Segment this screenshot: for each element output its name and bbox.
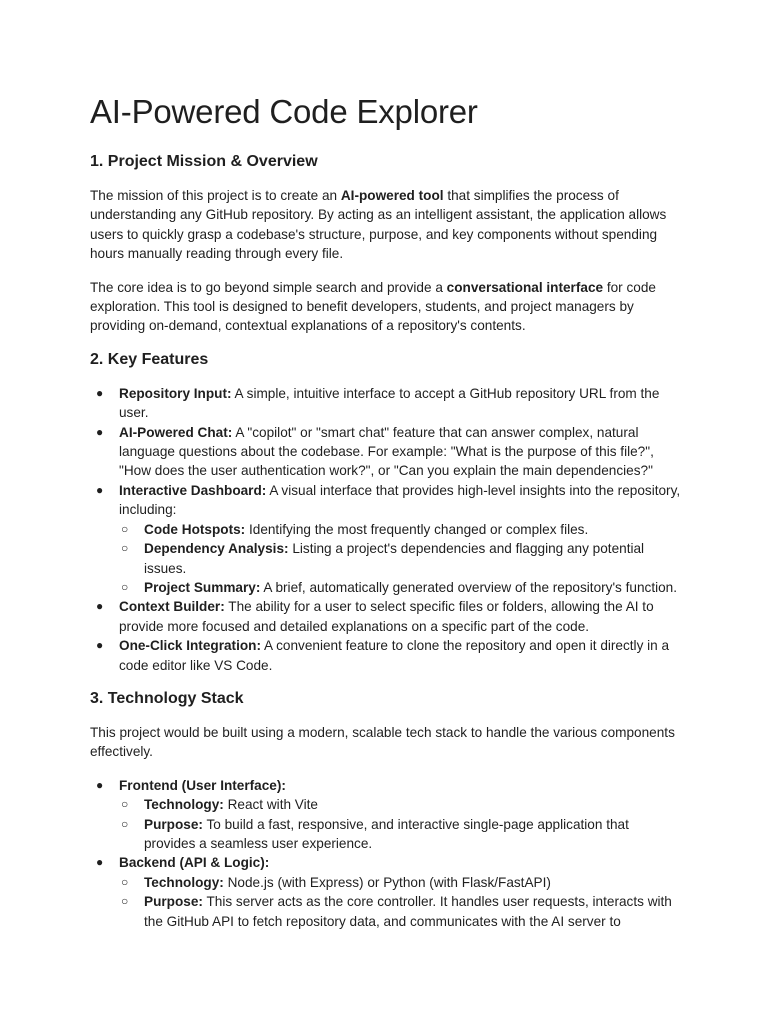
bullet-icon: ● xyxy=(96,424,104,439)
sub-text: Node.js (with Express) or Python (with Flask/FastAPI) xyxy=(223,874,551,890)
feature-label: One-Click Integration: xyxy=(119,638,261,654)
sub-text: This server acts as the core controller. It handles user requests, interacts with the GitHub API to fetch repository data, and communicates with the AI server to xyxy=(144,894,672,929)
circle-bullet-icon: ○ xyxy=(121,894,129,909)
feature-text: A convenient feature to clone the repository and open it directly in a code editor like VS Code. xyxy=(119,638,670,673)
section-heading-tech-stack: 3. Technology Stack xyxy=(90,689,244,707)
list-item-dashboard xyxy=(90,481,682,597)
list-item-ai-chat xyxy=(90,423,682,481)
document-title: AI-Powered Code Explorer xyxy=(90,93,478,130)
feature-text: A "copilot" or "smart chat" feature that can answer complex, natural language questions about the codebase. For example: "What is the purpose of this file?", "How does the user authentication work?", or "Can you explain the main dependencies?" xyxy=(119,424,654,479)
circle-bullet-icon: ○ xyxy=(121,521,129,536)
bullet-icon: ● xyxy=(96,638,104,653)
circle-bullet-icon: ○ xyxy=(121,797,129,812)
feature-text: A simple, intuitive interface to accept a GitHub repository URL from the user. xyxy=(119,385,660,421)
bullet-icon: ● xyxy=(96,599,104,614)
list-item-one-click-integration xyxy=(90,636,682,675)
list-item-backend xyxy=(90,853,682,931)
mission-paragraph xyxy=(90,186,682,264)
feature-text: A visual interface that provides high-level insights into the repository, including: xyxy=(119,482,681,518)
feature-label: Repository Input: xyxy=(119,385,232,401)
sub-text: Listing a project's dependencies and flagging any potential issues. xyxy=(144,541,645,576)
document-page xyxy=(90,92,682,945)
circle-bullet-icon: ○ xyxy=(121,874,129,889)
stack-label: Frontend (User Interface): xyxy=(119,777,286,793)
stack-label: Backend (API & Logic): xyxy=(119,855,270,871)
core-idea-text-end: for code exploration. This tool is designed to benefit developers, students, and project managers by providing on-demand, contextual explanations of a repository's contents. xyxy=(90,279,656,334)
dashboard-sublist xyxy=(119,520,682,598)
sub-label: Code Hotspots: xyxy=(144,521,246,537)
core-idea-bold-interface: conversational interface xyxy=(446,279,604,295)
tech-stack-intro: This project would be built using a modern, scalable tech stack to handle the various components effectively. xyxy=(90,724,675,760)
sub-label: Purpose: xyxy=(144,816,203,832)
sub-label: Dependency Analysis: xyxy=(144,541,289,557)
list-item-repository-input xyxy=(90,384,682,423)
sub-label: Project Summary: xyxy=(144,579,261,595)
bullet-icon: ● xyxy=(96,777,104,792)
feature-label: AI-Powered Chat: xyxy=(119,424,233,440)
list-item-context-builder xyxy=(90,597,682,636)
mission-text-end: that simplifies the process of understanding any GitHub repository. By acting as an intelligent assistant, the application allows users to quickly grasp a codebase's structure, purpose, and key components without spending hours manually reading through every file. xyxy=(90,188,667,262)
sub-text: To build a fast, responsive, and interactive single-page application that provides a seamless user experience. xyxy=(144,816,629,851)
sub-item-dependency-analysis xyxy=(119,539,682,578)
sub-item-backend-technology xyxy=(119,873,682,892)
bullet-icon: ● xyxy=(96,855,104,870)
features-list xyxy=(90,384,682,675)
backend-sublist xyxy=(119,873,682,931)
mission-bold-ai-tool: AI-powered tool xyxy=(340,188,444,203)
sub-item-frontend-technology xyxy=(119,795,682,814)
bullet-icon: ● xyxy=(96,385,104,400)
circle-bullet-icon: ○ xyxy=(121,579,129,594)
sub-text: A brief, automatically generated overview of the repository's function. xyxy=(260,579,678,595)
feature-label: Context Builder: xyxy=(119,599,225,615)
section-heading-features: 2. Key Features xyxy=(90,350,209,368)
sub-item-code-hotspots xyxy=(119,520,682,539)
sub-label: Purpose: xyxy=(144,894,203,910)
bullet-icon: ● xyxy=(96,482,104,497)
sub-text: React with Vite xyxy=(223,797,318,813)
tech-stack-list xyxy=(90,776,682,931)
mission-text-start: The mission of this project is to create an xyxy=(90,188,341,203)
circle-bullet-icon: ○ xyxy=(121,541,129,556)
circle-bullet-icon: ○ xyxy=(121,816,129,831)
sub-label: Technology: xyxy=(144,874,224,890)
frontend-sublist xyxy=(119,795,682,853)
sub-item-backend-purpose xyxy=(119,892,682,931)
list-item-frontend xyxy=(90,776,682,854)
core-idea-text-start: The core idea is to go beyond simple search and provide a xyxy=(90,279,447,295)
feature-label: Interactive Dashboard: xyxy=(119,482,267,498)
feature-text: The ability for a user to select specific files or folders, allowing the AI to provide more focused and detailed explanations on a specific part of the code. xyxy=(119,599,654,634)
section-heading-mission: 1. Project Mission & Overview xyxy=(90,153,318,170)
sub-text: Identifying the most frequently changed or complex files. xyxy=(245,521,589,537)
sub-label: Technology: xyxy=(144,797,224,813)
sub-item-project-summary xyxy=(119,578,682,597)
core-idea-paragraph xyxy=(90,278,682,336)
sub-item-frontend-purpose xyxy=(119,815,682,854)
